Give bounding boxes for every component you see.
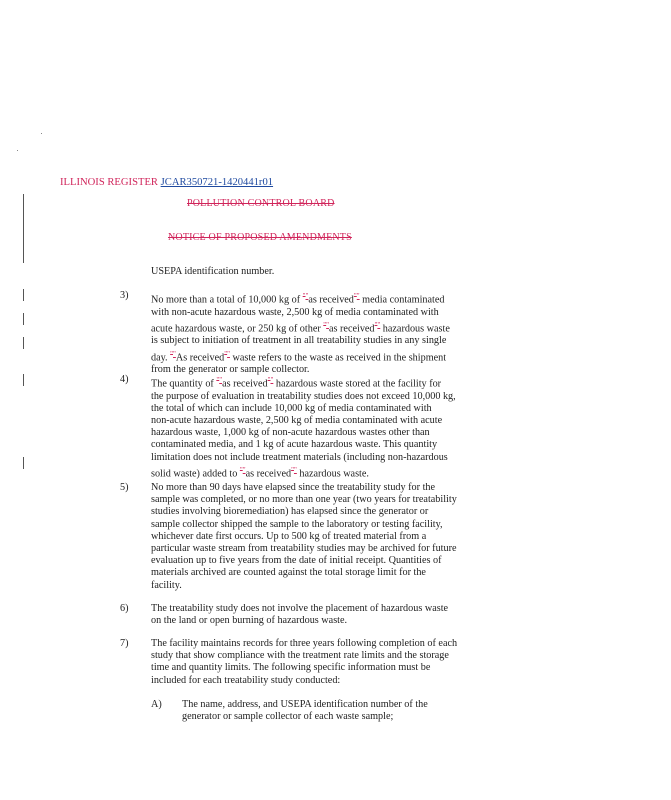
text-line xyxy=(151,603,471,615)
text-run: waste refers to the waste as received in the shipment xyxy=(229,351,447,363)
deleted-quote-mark: " xyxy=(239,465,243,474)
subitem-letter: A) xyxy=(151,699,162,710)
deleted-quote-mark: " xyxy=(291,465,294,474)
text-run: limitation does not include treatment materials (including non-hazardous xyxy=(151,451,448,463)
change-bar xyxy=(23,374,24,386)
text-run: The facility maintains records for three years following completion of each xyxy=(151,638,458,649)
text-run: facility. xyxy=(151,579,182,591)
text-run: generator or sample collector of each waste sample; xyxy=(182,711,394,723)
deleted-quote-mark: " xyxy=(323,320,327,329)
text-line xyxy=(151,555,471,567)
inserted-quote-mark: " xyxy=(356,292,360,300)
text-line xyxy=(151,452,471,464)
board-title: POLLUTION CONTROL BOARD xyxy=(187,198,335,209)
text-line xyxy=(151,335,471,347)
deleted-quote-mark: " xyxy=(216,376,220,384)
text-run: whichever date first occurs. Up to 500 kg of treated material from a xyxy=(151,530,427,542)
text-run: sample collector shipped the sample to the laboratory or testing facility, xyxy=(151,518,443,530)
text-run: The treatability study does not involve the placement of hazardous waste xyxy=(151,603,449,614)
item-paragraph xyxy=(151,603,471,627)
text-line xyxy=(151,482,471,494)
item-number: 6) xyxy=(120,603,129,614)
text-run: is subject to initiation of treatment in all treatability studies in any single xyxy=(151,335,447,347)
inserted-quote-mark: " xyxy=(173,349,176,358)
item-paragraph xyxy=(151,638,471,687)
inserted-quote-mark: " xyxy=(377,320,381,329)
text-line xyxy=(151,307,471,319)
register-code-link[interactable]: JCAR350721-1420441r01 xyxy=(160,177,274,188)
text-line xyxy=(151,506,471,518)
text-run: the purpose of evaluation in treatability studies does not exceed 10,000 kg, xyxy=(151,390,456,402)
inserted-quote-mark: " xyxy=(293,465,297,474)
deleted-quote-mark: " xyxy=(170,349,173,358)
text-run: No more than a total of 10,000 kg of xyxy=(151,294,303,306)
text-run: with non-acute hazardous waste, 2,500 kg of media contaminated with xyxy=(151,306,439,318)
text-run: hazardous waste stored at the facility for xyxy=(273,378,442,390)
text-line xyxy=(151,290,471,307)
text-line xyxy=(151,531,471,543)
text-run: hazardous waste. xyxy=(296,468,369,480)
text-run: day. xyxy=(151,351,171,363)
text-line xyxy=(151,403,471,415)
item-paragraph xyxy=(151,374,471,480)
item-paragraph xyxy=(151,290,471,376)
text-line xyxy=(151,519,471,531)
change-bar xyxy=(23,289,24,301)
inserted-quote-mark: " xyxy=(219,376,223,384)
deleted-quote-mark: " xyxy=(224,349,228,358)
inserted-quote-mark: " xyxy=(227,349,230,358)
text-line xyxy=(151,391,471,403)
text-run: included for each treatability study conducted: xyxy=(151,674,341,686)
intro-line: USEPA identification number. xyxy=(151,266,275,277)
change-bar xyxy=(23,194,24,263)
text-line xyxy=(151,675,471,687)
text-line xyxy=(151,662,471,674)
text-run: media contaminated xyxy=(359,294,445,306)
text-run: hazardous waste xyxy=(380,323,450,335)
text-run: as received xyxy=(329,323,375,335)
text-run: the total of which can include 10,000 kg of media contaminated with xyxy=(151,402,432,414)
deleted-quote-mark: " xyxy=(302,292,306,300)
text-line xyxy=(151,615,471,627)
item-number: 4) xyxy=(120,374,129,385)
subitem-paragraph xyxy=(182,699,472,723)
text-run: from the generator or sample collector. xyxy=(151,364,310,376)
text-line xyxy=(182,711,472,723)
text-run: studies involving bioremediation) has elapsed since the generator or xyxy=(151,506,429,518)
inserted-quote-mark: " xyxy=(305,292,309,300)
text-run: As received xyxy=(175,351,225,363)
text-line xyxy=(151,650,471,662)
inserted-quote-mark: " xyxy=(270,376,274,384)
text-line xyxy=(151,464,471,481)
text-run: contaminated media, and 1 kg of acute hazardous waste. This quantity xyxy=(151,439,438,451)
text-run: time and quantity limits. The following specific information must be xyxy=(151,662,431,674)
text-run: as received xyxy=(308,294,354,306)
text-line xyxy=(151,638,471,650)
text-run: study that show compliance with the treatment rate limits and the storage xyxy=(151,650,449,662)
text-run: sample was completed, or no more than one year (two years for treatability xyxy=(151,494,457,506)
item-number: 7) xyxy=(120,638,129,649)
text-run: non-acute hazardous waste, 2,500 kg of media contaminated with acute xyxy=(151,415,443,426)
text-run: evaluation up to five years from the date of initial receipt. Quantities of xyxy=(151,555,442,567)
register-prefix: ILLINOIS REGISTER xyxy=(60,177,161,188)
text-line xyxy=(151,415,471,427)
text-line xyxy=(151,427,471,439)
text-run: materials archived are counted against the total storage limit for the xyxy=(151,567,426,579)
item-number: 5) xyxy=(120,482,129,493)
change-bar xyxy=(23,457,24,469)
item-paragraph xyxy=(151,482,471,592)
text-line xyxy=(151,494,471,506)
text-line xyxy=(182,699,472,711)
text-line xyxy=(151,567,471,579)
text-run: No more than 90 days have elapsed since the treatability study for the xyxy=(151,482,436,493)
text-line xyxy=(151,319,471,336)
text-line xyxy=(151,348,471,365)
text-run: The quantity of xyxy=(151,378,217,390)
text-run: acute hazardous waste, or 250 kg of other xyxy=(151,323,324,335)
text-line xyxy=(151,374,471,391)
text-run: solid waste) added to xyxy=(151,468,240,480)
deleted-quote-mark: " xyxy=(374,320,378,329)
text-line xyxy=(151,439,471,451)
text-run: on the land or open burning of hazardous waste. xyxy=(151,615,348,627)
text-run: as received xyxy=(222,378,268,390)
deleted-quote-mark: " xyxy=(267,376,271,384)
deleted-quote-mark: " xyxy=(353,292,357,300)
text-run: hazardous waste, 1,000 kg of non-acute hazardous wastes other than xyxy=(151,427,430,439)
inserted-quote-mark: " xyxy=(326,320,329,329)
text-run: as received xyxy=(245,468,292,480)
inserted-quote-mark: " xyxy=(242,465,246,474)
scan-speck xyxy=(17,150,18,151)
text-line xyxy=(151,580,471,592)
scan-speck xyxy=(41,133,42,134)
text-run: particular waste stream from treatability studies may be archived for future xyxy=(151,543,457,555)
change-bar xyxy=(23,337,24,349)
text-run: The name, address, and USEPA identification number of the xyxy=(182,699,428,710)
change-bar xyxy=(23,313,24,325)
register-header xyxy=(60,177,273,188)
text-line xyxy=(151,543,471,555)
notice-title: NOTICE OF PROPOSED AMENDMENTS xyxy=(168,232,352,243)
item-number: 3) xyxy=(120,290,129,301)
